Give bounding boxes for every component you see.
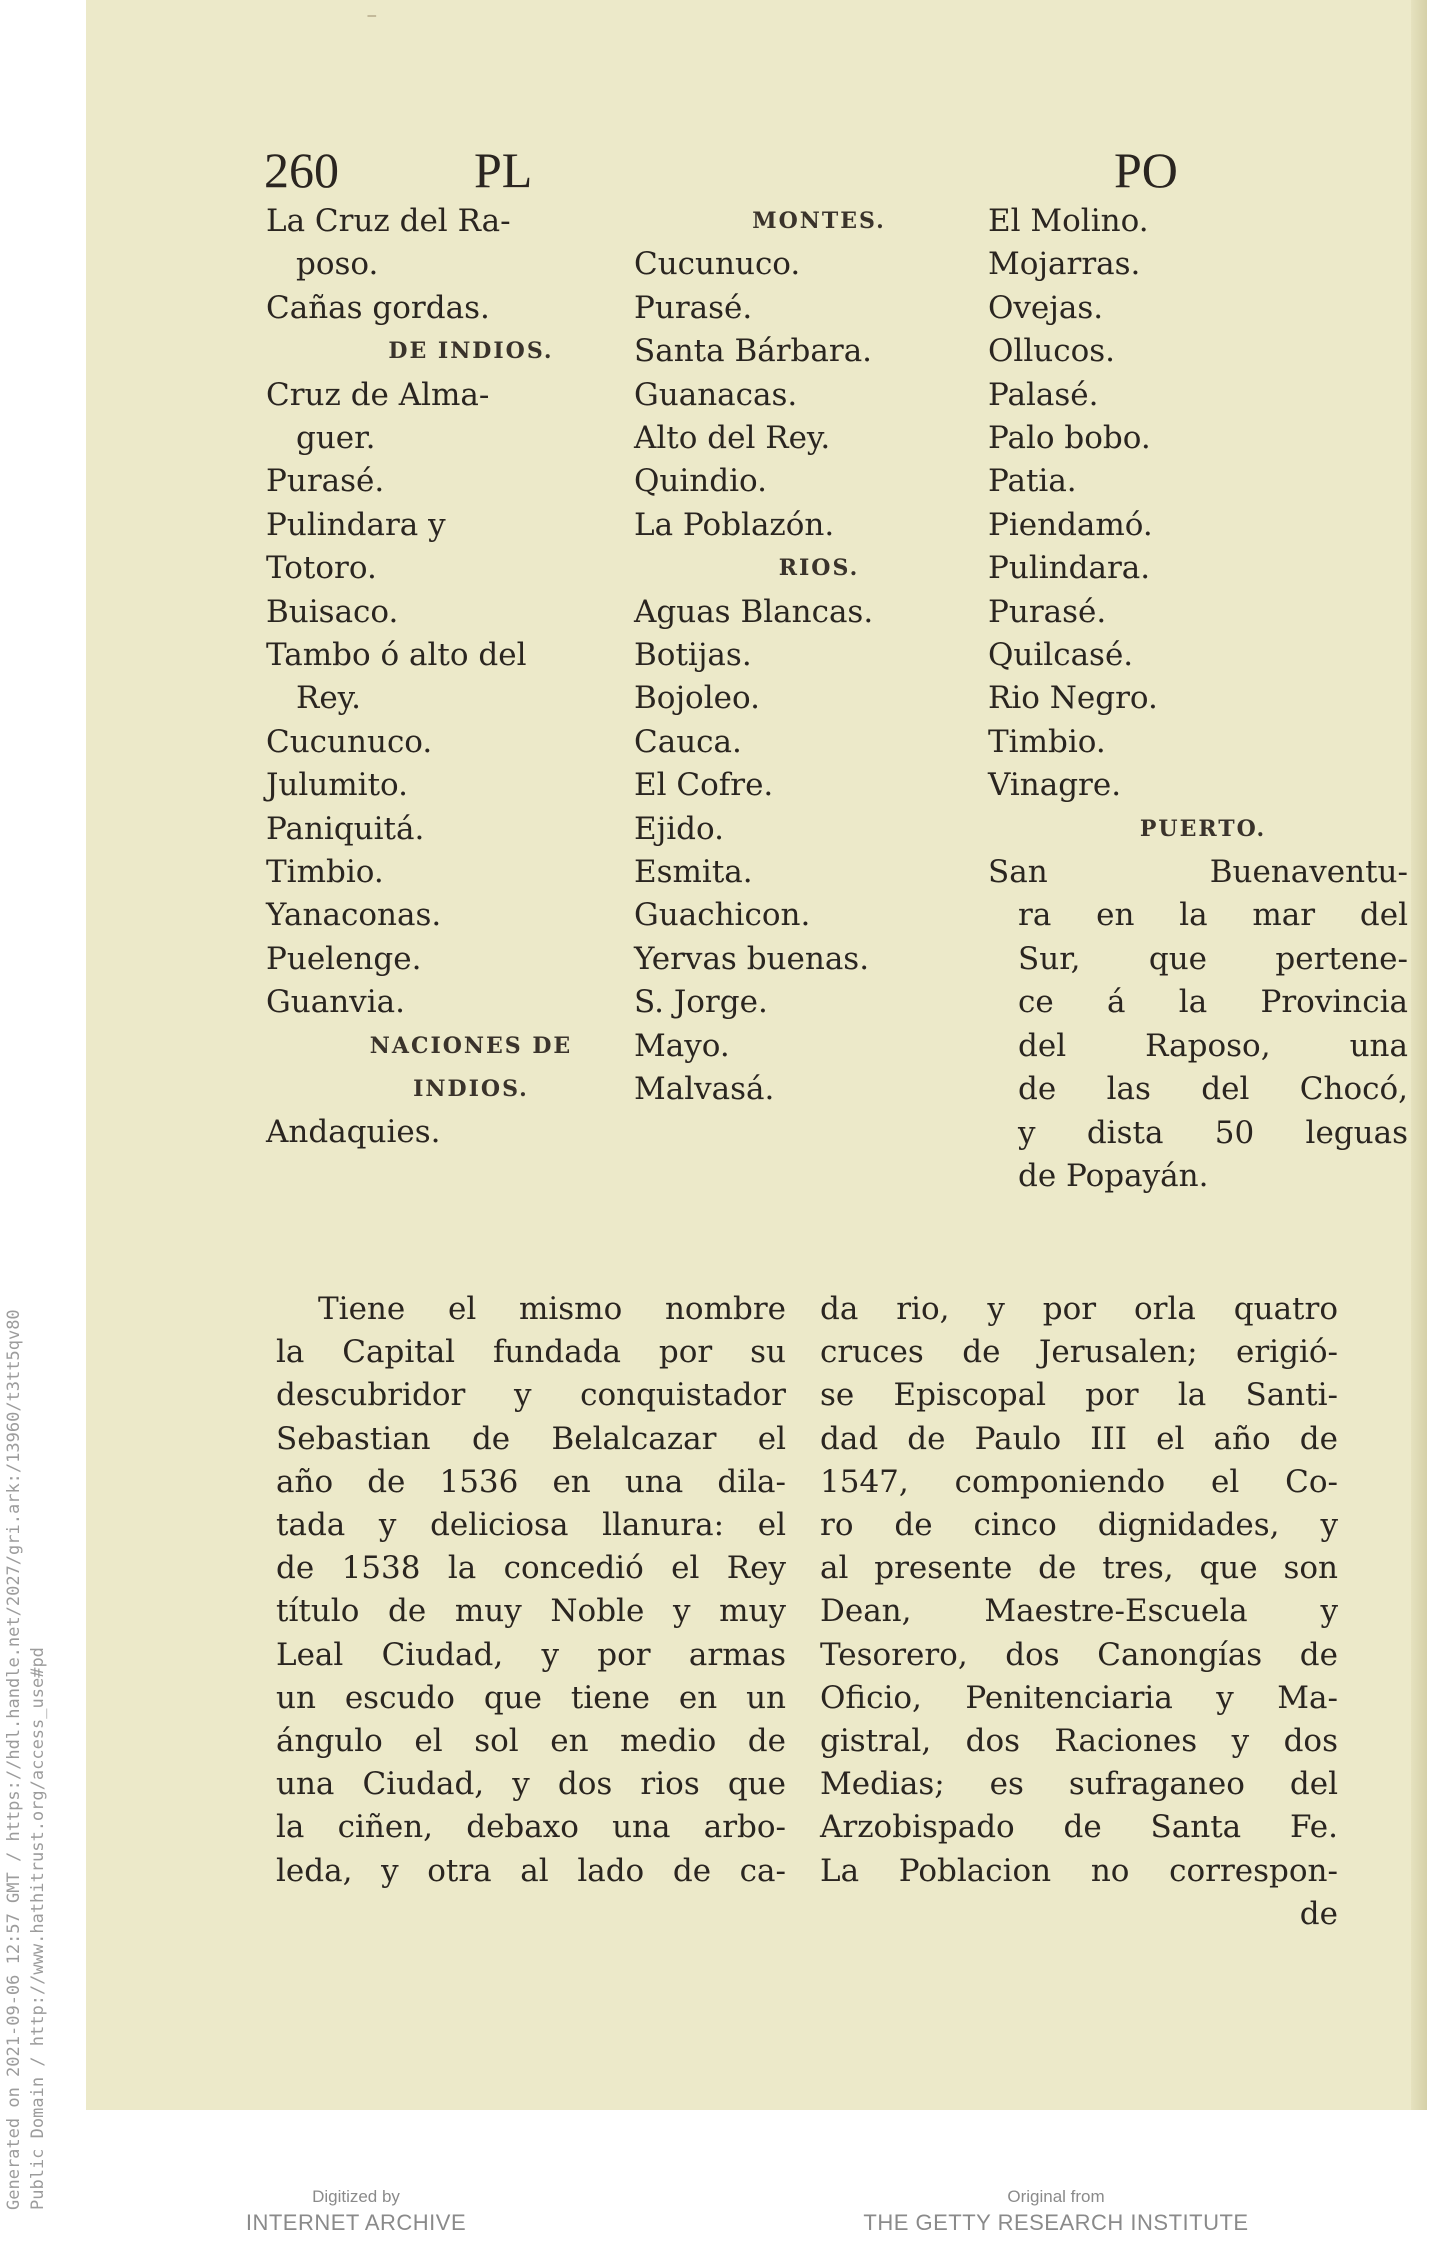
prose-line: ro de cinco dignidades, y	[820, 1507, 1338, 1544]
prose-line: tada y deliciosa llanura: el	[276, 1507, 786, 1544]
list-item: Yervas buenas.	[634, 940, 870, 977]
list-item: Quindio.	[634, 463, 767, 500]
list-item: Piendamó.	[988, 506, 1153, 543]
list-item: Julumito.	[266, 767, 409, 804]
port-text-line: ce á la Provincia	[1018, 984, 1408, 1021]
prose-line: la ciñen, debaxo una arbo-	[276, 1809, 786, 1846]
section-heading-rios: RIOS.	[778, 555, 860, 582]
list-item: Pulindara y	[266, 506, 446, 543]
list-item: Buisaco.	[266, 593, 399, 630]
left-heading: PL	[474, 142, 533, 198]
list-item: Guanacas.	[634, 376, 798, 413]
port-text-line: del Raposo, una	[1018, 1027, 1408, 1064]
port-text-line: y dista 50 leguas	[1018, 1114, 1408, 1151]
prose-line: un escudo que tiene en un	[276, 1679, 786, 1716]
list-item: Purasé.	[988, 593, 1107, 630]
prose-line: La Poblacion no correspon-	[820, 1852, 1338, 1889]
list-item: Pulindara.	[988, 550, 1151, 587]
prose-line: Arzobispado de Santa Fe.	[820, 1809, 1338, 1846]
list-item: Mayo.	[634, 1027, 730, 1064]
list-item: Palasé.	[988, 376, 1099, 413]
list-item: El Molino.	[988, 203, 1149, 239]
list-item: Cruz de Alma-	[266, 376, 490, 413]
list-item: poso.	[296, 246, 379, 283]
footer-label: Digitized by	[312, 2187, 400, 2206]
prose-line: se Episcopal por la Santi-	[820, 1377, 1338, 1414]
prose-line: da rio, y por orla quatro	[820, 1291, 1338, 1327]
list-item: Timbio.	[266, 854, 384, 891]
list-item: Guanvia.	[266, 984, 405, 1021]
footer-digitized-by	[216, 2186, 496, 2238]
list-item: Esmita.	[634, 854, 753, 891]
prose-line: Oficio, Penitenciaria y Ma-	[820, 1679, 1338, 1716]
prose-line: leda, y otra al lado de ca-	[276, 1852, 786, 1889]
port-text-line: de las del Chocó,	[1018, 1071, 1408, 1108]
list-item: Quilcasé.	[988, 637, 1134, 674]
list-item: Cauca.	[634, 723, 742, 760]
prose-line: Medias; es sufraganeo del	[820, 1766, 1338, 1803]
list-item: Paniquitá.	[266, 810, 425, 847]
ink-mark: ⁻	[366, 8, 378, 33]
footer-original-from	[856, 2186, 1256, 2238]
list-item: Andaquies.	[266, 1113, 441, 1150]
footer-source: INTERNET ARCHIVE	[245, 2210, 467, 2235]
list-item: Yanaconas.	[266, 897, 442, 934]
catchword: de	[1299, 1895, 1338, 1932]
list-item: Ejido.	[634, 810, 724, 847]
prose-line: Sebastian de Belalcazar el	[276, 1420, 786, 1457]
list-item: Guachicon.	[634, 897, 811, 934]
prose-line: al presente de tres, que son	[820, 1550, 1338, 1587]
column-places	[266, 200, 676, 1154]
list-item: Puelenge.	[266, 940, 422, 977]
list-item: Totoro.	[266, 550, 377, 587]
list-item: Bojoleo.	[634, 680, 760, 717]
list-item: Botijas.	[634, 637, 752, 674]
prose-column-right	[820, 1288, 1338, 1936]
prose-line: cruces de Jerusalen; erigió-	[820, 1334, 1338, 1371]
watermark-text	[2, 1010, 50, 2210]
list-item: Tambo ó alto del	[266, 637, 527, 674]
list-item: El Cofre.	[634, 767, 774, 804]
book-page	[86, 0, 1427, 2110]
column-montes-rios	[634, 200, 1004, 1112]
prose-line: descubridor y conquistador	[276, 1377, 786, 1414]
list-item: Ollucos.	[988, 333, 1115, 370]
prose-line: Tiene el mismo nombre	[318, 1291, 786, 1327]
prose-line: ángulo el sol en medio de	[276, 1723, 786, 1760]
list-item: Cucunuco.	[634, 246, 801, 283]
watermark-line-1: Generated on 2021-09-06 12:57 GMT / https://hdl.handle.net/2027/gri.ark:/13960/t3tt5qv80	[4, 1309, 24, 2210]
watermark-line-2: Public Domain / http://www.hathitrust.org/access_use#pd	[28, 1647, 48, 2210]
prose-line: gistral, dos Raciones y dos	[820, 1723, 1338, 1760]
watermark-sidebar	[0, 0, 86, 2242]
prose-line: título de muy Noble y muy	[276, 1593, 786, 1630]
prose-line: año de 1536 en una dila-	[276, 1463, 786, 1500]
section-heading-montes: MONTES.	[752, 208, 886, 234]
list-item: La Poblazón.	[634, 506, 835, 543]
list-item: S. Jorge.	[634, 984, 768, 1021]
list-item: Timbio.	[988, 723, 1106, 760]
list-item: La Cruz del Ra-	[266, 203, 511, 239]
running-header	[264, 140, 1224, 206]
page-number: 260	[264, 142, 339, 198]
list-item: Patia.	[988, 463, 1077, 500]
port-text-line: San Buenaventu-	[988, 854, 1408, 891]
prose-line: 1547, componiendo el Co-	[820, 1463, 1338, 1500]
list-item: Cucunuco.	[266, 723, 433, 760]
section-heading-line: NACIONES DE	[369, 1032, 573, 1059]
list-item: Alto del Rey.	[634, 420, 831, 457]
list-item: Malvasá.	[634, 1071, 775, 1108]
list-item: Purasé.	[266, 463, 385, 500]
list-item: Santa Bárbara.	[634, 333, 873, 370]
prose-line: la Capital fundada por su	[276, 1334, 786, 1371]
prose-line: Tesorero, dos Canongías de	[820, 1636, 1338, 1673]
column-rivers-port	[988, 200, 1418, 1198]
list-item: Palo bobo.	[988, 420, 1151, 457]
prose-line: de 1538 la concedió el Rey	[276, 1550, 786, 1587]
list-item: Rio Negro.	[988, 680, 1158, 717]
port-text-line: de Popayán.	[1018, 1157, 1209, 1194]
footer-source: THE GETTY RESEARCH INSTITUTE	[863, 2210, 1249, 2235]
section-heading-line: INDIOS.	[413, 1075, 529, 1102]
list-item: Aguas Blancas.	[634, 593, 874, 630]
list-item: guer.	[296, 420, 376, 457]
port-text-line: Sur, que pertene-	[1018, 940, 1408, 977]
right-heading: PO	[1114, 142, 1178, 198]
list-item: Cañas gordas.	[266, 289, 490, 326]
prose-line: Dean, Maestre-Escuela y	[820, 1593, 1338, 1630]
prose-column-left	[276, 1288, 786, 1893]
prose-line: una Ciudad, y dos rios que	[276, 1766, 786, 1803]
prose-line: Leal Ciudad, y por armas	[276, 1636, 786, 1673]
list-item: Vinagre.	[988, 767, 1122, 804]
list-item: Ovejas.	[988, 289, 1104, 326]
section-heading-naciones	[266, 1025, 676, 1111]
section-heading-puerto: PUERTO.	[1139, 815, 1267, 842]
footer-label: Original from	[1007, 2187, 1105, 2206]
list-item: Mojarras.	[988, 246, 1141, 283]
list-item: Purasé.	[634, 289, 753, 326]
port-text-line: ra en la mar del	[1018, 897, 1408, 934]
section-heading-de-indios: DE INDIOS.	[388, 338, 554, 365]
prose-line: dad de Paulo III el año de	[820, 1420, 1338, 1457]
list-item: Rey.	[296, 680, 361, 717]
